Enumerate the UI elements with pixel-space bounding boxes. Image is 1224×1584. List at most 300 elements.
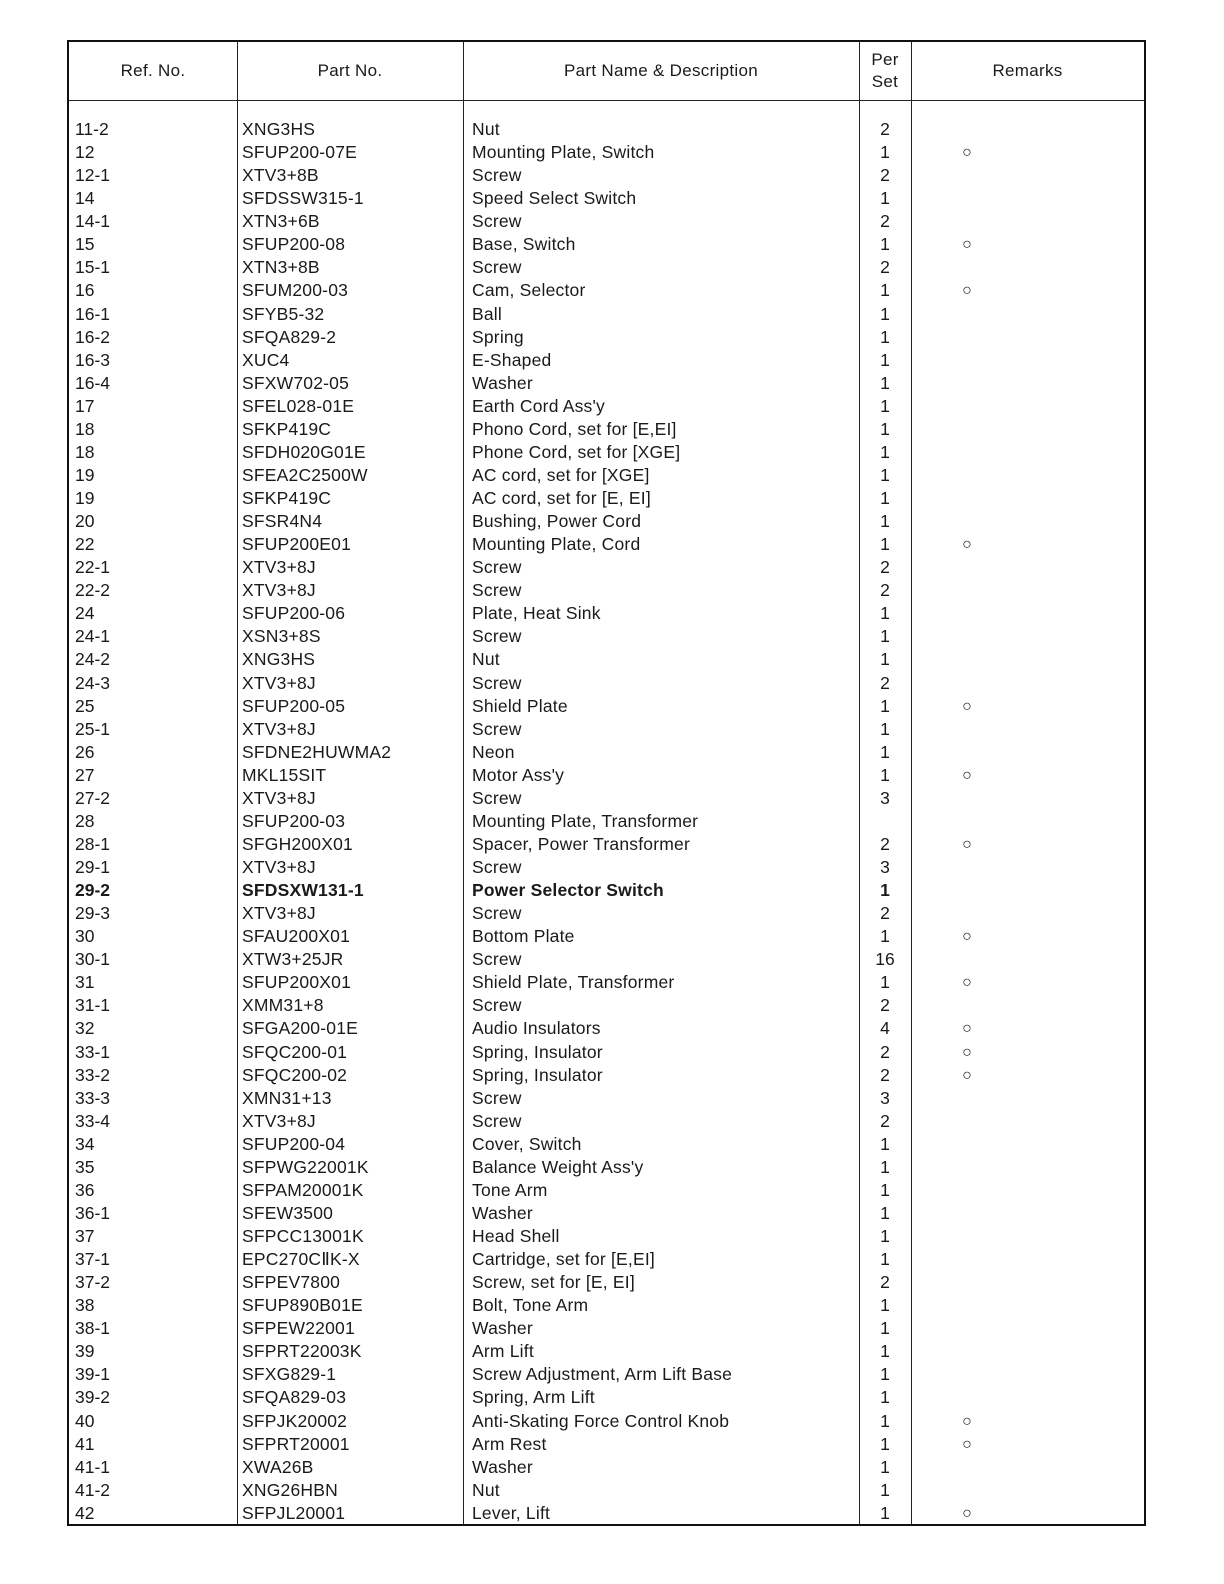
per-set-cell: 1: [880, 926, 890, 947]
part-no-cell: XTV3+8J: [242, 672, 316, 693]
per-set-cell: 1: [880, 1226, 890, 1246]
table-row: [69, 971, 1144, 994]
description-cell: Arm Rest: [472, 1433, 547, 1454]
table-row: [69, 1317, 1144, 1340]
table-row: [69, 625, 1144, 648]
per-set-cell: 1: [880, 234, 890, 255]
ref-no-cell: 15: [75, 234, 95, 255]
remarks-cell: ○: [962, 1412, 972, 1430]
part-no-cell: SFUP200-04: [242, 1133, 346, 1154]
ref-no-cell: 33-3: [75, 1087, 111, 1108]
per-set-cell: 1: [880, 488, 890, 508]
ref-no-cell: 24-3: [75, 672, 111, 693]
description-cell: Nut: [472, 1479, 500, 1500]
description-cell: Washer: [472, 1202, 533, 1223]
part-no-cell: XTV3+8J: [242, 557, 316, 578]
ref-no-cell: 42: [75, 1502, 95, 1523]
part-no-cell: XTV3+8J: [242, 580, 316, 601]
part-no-cell: XNG3HS: [242, 119, 316, 139]
ref-no-cell: 41-1: [75, 1456, 111, 1477]
ref-no-cell: 26: [75, 741, 95, 762]
table-row: [69, 1248, 1144, 1271]
ref-no-cell: 11-2: [75, 119, 109, 139]
part-no-cell: SFPEW22001: [242, 1318, 355, 1339]
header-part-no: Part No.: [317, 61, 383, 80]
description-cell: Mounting Plate, Transformer: [472, 810, 699, 831]
per-set-cell: 2: [880, 211, 890, 232]
table-row: [69, 141, 1144, 164]
description-cell: Washer: [472, 1318, 533, 1339]
remarks-cell: ○: [962, 928, 972, 946]
description-cell: Spring, Arm Lift: [472, 1387, 595, 1408]
ref-no-cell: 34: [75, 1133, 95, 1154]
table-row: [69, 695, 1144, 718]
table-row: [69, 994, 1144, 1017]
ref-no-cell: 38-1: [75, 1318, 111, 1339]
table-row: [69, 1294, 1144, 1317]
table-row: [69, 672, 1144, 695]
ref-no-cell: 15-1: [75, 257, 111, 278]
description-cell: AC cord, set for [E, EI]: [472, 488, 651, 508]
table-row: [69, 418, 1144, 441]
ref-no-cell: 16-4: [75, 372, 111, 393]
per-set-cell: 1: [880, 303, 890, 324]
description-cell: Screw: [472, 672, 522, 693]
description-cell: Washer: [472, 1456, 533, 1477]
part-no-cell: XMN31+13: [242, 1087, 332, 1108]
part-no-cell: SFKP419C: [242, 488, 332, 508]
part-no-cell: XTN3+6B: [242, 211, 320, 232]
description-cell: Spring, Insulator: [472, 1064, 603, 1085]
table-row: [69, 118, 1144, 141]
description-cell: Screw: [472, 1087, 522, 1108]
table-row: [69, 1202, 1144, 1225]
description-cell: Base, Switch: [472, 234, 576, 255]
description-cell: Motor Ass'y: [472, 764, 565, 785]
ref-no-cell: 41-2: [75, 1479, 111, 1500]
table-row: [69, 579, 1144, 602]
part-no-cell: XTV3+8J: [242, 857, 316, 877]
table-row: [69, 441, 1144, 464]
per-set-cell: 1: [880, 880, 890, 901]
ref-no-cell: 38: [75, 1295, 95, 1316]
per-set-cell: 2: [880, 557, 890, 578]
part-no-cell: SFUP200-05: [242, 695, 346, 716]
description-cell: Washer: [472, 372, 533, 393]
part-no-cell: SFAU200X01: [242, 926, 351, 947]
table-row: [69, 787, 1144, 810]
ref-no-cell: 24-1: [75, 626, 111, 647]
table-row: [69, 395, 1144, 418]
description-cell: Nut: [472, 119, 500, 139]
ref-no-cell: 30-1: [75, 949, 111, 970]
part-no-cell: XNG26HBN: [242, 1479, 338, 1500]
table-row: [69, 533, 1144, 556]
description-cell: Cam, Selector: [472, 280, 586, 301]
per-set-cell: 1: [880, 626, 890, 647]
per-set-cell: 1: [880, 649, 890, 670]
per-set-cell: 1: [880, 1133, 890, 1154]
per-set-cell: 1: [880, 441, 890, 462]
per-set-cell: 4: [880, 1018, 890, 1039]
ref-no-cell: 18: [75, 418, 95, 439]
description-cell: Screw: [472, 557, 522, 578]
table-row: [69, 1156, 1144, 1179]
part-no-cell: SFQA829-03: [242, 1387, 347, 1408]
ref-no-cell: 37: [75, 1226, 95, 1246]
per-set-cell: 1: [880, 280, 890, 301]
per-set-cell: 2: [880, 1110, 890, 1131]
description-cell: Shield Plate: [472, 695, 568, 716]
remarks-cell: ○: [962, 1504, 972, 1522]
per-set-cell: 1: [880, 972, 890, 993]
ref-no-cell: 12: [75, 142, 95, 163]
per-set-cell: 2: [880, 580, 890, 601]
table-row: [69, 902, 1144, 925]
table-row: [69, 1041, 1144, 1064]
part-no-cell: SFXW702-05: [242, 372, 350, 393]
remarks-cell: ○: [962, 536, 972, 554]
table-row: [69, 210, 1144, 233]
ref-no-cell: 16-2: [75, 326, 111, 347]
ref-no-cell: 18: [75, 441, 95, 462]
description-cell: Anti-Skating Force Control Knob: [472, 1410, 730, 1431]
description-cell: Screw: [472, 211, 522, 232]
table-row: [69, 256, 1144, 279]
table-row: [69, 833, 1144, 856]
remarks-cell: ○: [962, 1435, 972, 1453]
ref-no-cell: 32: [75, 1018, 95, 1039]
per-set-cell: 1: [880, 1387, 890, 1408]
table-row: [69, 510, 1144, 533]
per-set-cell: 2: [880, 995, 890, 1016]
header-per-set-line1: Per: [871, 50, 899, 69]
part-no-cell: SFDSSW315-1: [242, 188, 364, 209]
per-set-cell: 1: [880, 142, 890, 163]
ref-no-cell: 31-1: [75, 995, 111, 1016]
table-row: [69, 187, 1144, 210]
per-set-cell: 2: [880, 833, 890, 854]
description-cell: Plate, Heat Sink: [472, 603, 601, 624]
table-row: [69, 856, 1144, 879]
table-row: [69, 1340, 1144, 1363]
part-no-cell: SFQC200-02: [242, 1064, 348, 1085]
table-row: [69, 648, 1144, 671]
per-set-cell: 1: [880, 372, 890, 393]
table-row: [69, 1479, 1144, 1502]
ref-no-cell: 29-2: [75, 880, 111, 901]
per-set-cell: 2: [880, 1041, 890, 1062]
part-no-cell: SFPEV7800: [242, 1272, 341, 1293]
per-set-cell: 1: [880, 349, 890, 370]
description-cell: Screw: [472, 995, 522, 1016]
part-no-cell: XTV3+8J: [242, 903, 316, 924]
part-no-cell: XUC4: [242, 349, 290, 370]
description-cell: Spacer, Power Transformer: [472, 833, 690, 854]
per-set-cell: 1: [880, 1456, 890, 1477]
per-set-cell: 1: [880, 1410, 890, 1431]
part-no-cell: SFPCC13001K: [242, 1226, 364, 1246]
per-set-cell: 2: [880, 119, 890, 139]
ref-no-cell: 16: [75, 280, 95, 301]
ref-no-cell: 20: [75, 511, 95, 532]
per-set-cell: 2: [880, 672, 890, 693]
table-row: [69, 925, 1144, 948]
per-set-cell: 1: [880, 511, 890, 532]
per-set-cell: 16: [875, 949, 895, 970]
ref-no-cell: 33-1: [75, 1041, 111, 1062]
ref-no-cell: 30: [75, 926, 95, 947]
remarks-cell: ○: [962, 697, 972, 715]
per-set-cell: 2: [880, 1272, 890, 1293]
per-set-cell: 1: [880, 1502, 890, 1523]
ref-no-cell: 29-1: [75, 857, 111, 877]
part-no-cell: SFEL028-01E: [242, 395, 355, 416]
remarks-cell: ○: [962, 282, 972, 300]
part-no-cell: SFKP419C: [242, 418, 332, 439]
header-per-set: [859, 42, 911, 100]
description-cell: Bolt, Tone Arm: [472, 1295, 589, 1316]
table-row: [69, 1386, 1144, 1409]
part-no-cell: SFXG829-1: [242, 1364, 337, 1385]
description-cell: Neon: [472, 741, 515, 762]
per-set-cell: 1: [880, 718, 890, 739]
remarks-cell: ○: [962, 1043, 972, 1061]
per-set-cell: 1: [880, 534, 890, 555]
table-row: [69, 1410, 1144, 1433]
part-no-cell: SFUP200E01: [242, 534, 352, 555]
part-no-cell: MKL15SIT: [242, 764, 327, 785]
part-no-cell: SFQA829-2: [242, 326, 337, 347]
description-cell: E-Shaped: [472, 349, 552, 370]
part-no-cell: SFDSXW131-1: [242, 880, 364, 901]
ref-no-cell: 27: [75, 764, 95, 785]
part-no-cell: SFPAM20001K: [242, 1179, 364, 1200]
description-cell: Screw: [472, 857, 522, 877]
table-row: [69, 1133, 1144, 1156]
per-set-cell: 2: [880, 257, 890, 278]
table-row: [69, 1064, 1144, 1087]
header-separator: [69, 100, 1144, 101]
table-row: [69, 279, 1144, 302]
ref-no-cell: 25-1: [75, 718, 111, 739]
part-no-cell: SFGH200X01: [242, 833, 353, 854]
remarks-cell: ○: [962, 766, 972, 784]
header-description: Part Name & Description: [564, 61, 758, 80]
description-cell: Spring, Insulator: [472, 1041, 603, 1062]
table-row: [69, 303, 1144, 326]
description-cell: Ball: [472, 303, 502, 324]
part-no-cell: SFPRT20001: [242, 1433, 350, 1454]
remarks-cell: ○: [962, 144, 972, 162]
ref-no-cell: 28-1: [75, 833, 111, 854]
part-no-cell: XTN3+8B: [242, 257, 320, 278]
table-row: [69, 372, 1144, 395]
table-row: [69, 718, 1144, 741]
header-per-set-line2: Set: [871, 72, 899, 91]
table-row: [69, 879, 1144, 902]
ref-no-cell: 31: [75, 972, 95, 993]
per-set-cell: 2: [880, 165, 890, 186]
per-set-cell: 1: [880, 418, 890, 439]
ref-no-cell: 35: [75, 1156, 95, 1177]
part-no-cell: SFSR4N4: [242, 511, 323, 532]
ref-no-cell: 37-2: [75, 1272, 111, 1293]
part-no-cell: EPC270CⅡK-X: [242, 1249, 360, 1270]
part-no-cell: XTV3+8J: [242, 718, 316, 739]
description-cell: Mounting Plate, Switch: [472, 142, 655, 163]
description-cell: Screw: [472, 949, 522, 970]
description-cell: Bottom Plate: [472, 926, 575, 947]
table-row: [69, 810, 1144, 833]
per-set-cell: 2: [880, 1064, 890, 1085]
description-cell: Speed Select Switch: [472, 188, 637, 209]
table-row: [69, 326, 1144, 349]
per-set-cell: 3: [880, 787, 890, 808]
table-row: [69, 1433, 1144, 1456]
description-cell: Mounting Plate, Cord: [472, 534, 641, 555]
ref-no-cell: 14: [75, 188, 95, 209]
part-no-cell: SFEA2C2500W: [242, 464, 368, 485]
per-set-cell: 1: [880, 741, 890, 762]
description-cell: Spring: [472, 326, 524, 347]
part-no-cell: XNG3HS: [242, 649, 316, 670]
table-row: [69, 464, 1144, 487]
ref-no-cell: 39-1: [75, 1364, 111, 1385]
ref-no-cell: 24: [75, 603, 95, 624]
description-cell: Screw: [472, 787, 522, 808]
ref-no-cell: 36: [75, 1179, 95, 1200]
ref-no-cell: 19: [75, 464, 95, 485]
ref-no-cell: 39: [75, 1341, 95, 1362]
description-cell: AC cord, set for [XGE]: [472, 464, 650, 485]
ref-no-cell: 33-4: [75, 1110, 111, 1131]
part-no-cell: SFEW3500: [242, 1202, 334, 1223]
ref-no-cell: 12-1: [75, 165, 111, 186]
description-cell: Screw: [472, 165, 522, 186]
per-set-cell: 2: [880, 903, 890, 924]
per-set-cell: 1: [880, 695, 890, 716]
part-no-cell: SFGA200-01E: [242, 1018, 359, 1039]
description-cell: Shield Plate, Transformer: [472, 972, 675, 993]
ref-no-cell: 36-1: [75, 1202, 111, 1223]
table-row: [69, 1017, 1144, 1040]
part-no-cell: SFQC200-01: [242, 1041, 348, 1062]
remarks-cell: ○: [962, 1020, 972, 1038]
table-row: [69, 1456, 1144, 1479]
table-row: [69, 764, 1144, 787]
table-row: [69, 948, 1144, 971]
ref-no-cell: 16-1: [75, 303, 111, 324]
remarks-cell: ○: [962, 835, 972, 853]
table-row: [69, 233, 1144, 256]
description-cell: Audio Insulators: [472, 1018, 601, 1039]
table-row: [69, 602, 1144, 625]
per-set-cell: 1: [880, 1479, 890, 1500]
description-cell: Phone Cord, set for [XGE]: [472, 441, 681, 462]
per-set-cell: 1: [880, 1318, 890, 1339]
description-cell: Arm Lift: [472, 1341, 534, 1362]
ref-no-cell: 22-1: [75, 557, 111, 578]
part-no-cell: XTV3+8J: [242, 1110, 316, 1131]
table-row: [69, 487, 1144, 510]
part-no-cell: XSN3+8S: [242, 626, 321, 647]
per-set-cell: 1: [880, 326, 890, 347]
description-cell: Power Selector Switch: [472, 880, 664, 901]
remarks-cell: ○: [962, 974, 972, 992]
header-remarks: Remarks: [992, 61, 1063, 80]
per-set-cell: 1: [880, 764, 890, 785]
per-set-cell: 1: [880, 395, 890, 416]
description-cell: Head Shell: [472, 1226, 560, 1246]
ref-no-cell: 27-2: [75, 787, 111, 808]
per-set-cell: 1: [880, 464, 890, 485]
part-no-cell: SFDH020G01E: [242, 441, 366, 462]
ref-no-cell: 39-2: [75, 1387, 111, 1408]
part-no-cell: XWA26B: [242, 1456, 314, 1477]
ref-no-cell: 24-2: [75, 649, 111, 670]
ref-no-cell: 22: [75, 534, 95, 555]
ref-no-cell: 14-1: [75, 211, 111, 232]
part-no-cell: SFUP200-08: [242, 234, 346, 255]
description-cell: Nut: [472, 649, 500, 670]
description-cell: Cover, Switch: [472, 1133, 582, 1154]
description-cell: Cartridge, set for [E,EI]: [472, 1249, 655, 1270]
part-no-cell: SFUP890B01E: [242, 1295, 363, 1316]
description-cell: Balance Weight Ass'y: [472, 1156, 644, 1177]
description-cell: Screw, set for [E, EI]: [472, 1272, 635, 1293]
per-set-cell: 3: [880, 1087, 890, 1108]
part-no-cell: SFPJL20001: [242, 1502, 346, 1523]
remarks-cell: ○: [962, 1066, 972, 1084]
description-cell: Tone Arm: [472, 1179, 548, 1200]
header-ref-no: Ref. No.: [120, 61, 186, 80]
per-set-cell: 1: [880, 1202, 890, 1223]
ref-no-cell: 16-3: [75, 349, 111, 370]
description-cell: Earth Cord Ass'y: [472, 395, 605, 416]
description-cell: Screw: [472, 580, 522, 601]
part-no-cell: SFUP200-07E: [242, 142, 358, 163]
part-no-cell: SFUP200-03: [242, 810, 346, 831]
description-cell: Phono Cord, set for [E,EI]: [472, 418, 677, 439]
part-no-cell: SFPJK20002: [242, 1410, 348, 1431]
part-no-cell: SFUM200-03: [242, 280, 349, 301]
table-row: [69, 1502, 1144, 1525]
ref-no-cell: 37-1: [75, 1249, 111, 1270]
part-no-cell: SFPRT22003K: [242, 1341, 362, 1362]
per-set-cell: 1: [880, 1364, 890, 1385]
ref-no-cell: 33-2: [75, 1064, 111, 1085]
description-cell: Screw: [472, 903, 522, 924]
ref-no-cell: 22-2: [75, 580, 111, 601]
ref-no-cell: 19: [75, 488, 95, 508]
description-cell: Screw: [472, 718, 522, 739]
table-row: [69, 1225, 1144, 1248]
ref-no-cell: 25: [75, 695, 95, 716]
table-row: [69, 1087, 1144, 1110]
table-row: [69, 1179, 1144, 1202]
ref-no-cell: 28: [75, 810, 95, 831]
part-no-cell: XMM31+8: [242, 995, 324, 1016]
per-set-cell: 1: [880, 1249, 890, 1270]
description-cell: Screw: [472, 1110, 522, 1131]
ref-no-cell: 40: [75, 1410, 95, 1431]
table-row: [69, 556, 1144, 579]
ref-no-cell: 41: [75, 1433, 95, 1454]
part-no-cell: SFUP200-06: [242, 603, 346, 624]
table-row: [69, 164, 1144, 187]
description-cell: Screw: [472, 257, 522, 278]
